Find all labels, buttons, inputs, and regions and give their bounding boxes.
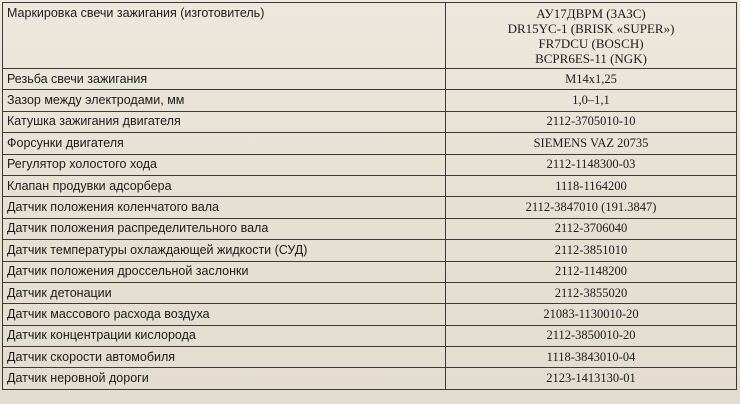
header-values-cell: [446, 3, 737, 69]
row-value-cell: 1118-1164200: [446, 175, 737, 196]
row-name-cell: Форсунки двигателя: [3, 133, 446, 154]
row-name-cell: Датчик детонации: [3, 282, 446, 303]
row-value-cell: 1118-3843010-04: [446, 347, 737, 368]
row-name-cell: Датчик неровной дороги: [3, 368, 446, 389]
plug-marking-2: DR15YC-1 (BRISK «SUPER»): [507, 21, 675, 36]
table-row: [3, 69, 737, 90]
table-row: [3, 154, 737, 175]
row-value-cell: 2112-3847010 (191.3847): [446, 197, 737, 218]
row-name-cell: Датчик концентрации кислорода: [3, 325, 446, 346]
spark-plug-spec-table: [2, 2, 737, 390]
table-row: [3, 111, 737, 132]
table-row: [3, 133, 737, 154]
table-header-row: [3, 3, 737, 69]
row-value-cell: 2112-3855020: [446, 282, 737, 303]
row-value-cell: 2112-3850010-20: [446, 325, 737, 346]
row-name-cell: Датчик положения распределительного вала: [3, 218, 446, 239]
header-label-cell: Маркировка свечи зажигания (изготовитель): [3, 3, 446, 69]
row-value-cell: М14х1,25: [446, 69, 737, 90]
row-value-cell: 2112-1148300-03: [446, 154, 737, 175]
row-value-cell: SIEMENS VAZ 20735: [446, 133, 737, 154]
row-name-cell: Датчик скорости автомобиля: [3, 347, 446, 368]
table-row: [3, 90, 737, 111]
table-row: [3, 175, 737, 196]
table-row: [3, 368, 737, 389]
plug-marking-1: АУ17ДВРМ (ЗАЗС): [536, 6, 646, 21]
plug-marking-3: FR7DCU (BOSCH): [538, 36, 644, 51]
row-value-cell: 2112-3706040: [446, 218, 737, 239]
table-row: [3, 347, 737, 368]
row-name-cell: Катушка зажигания двигателя: [3, 111, 446, 132]
row-name-cell: Датчик положения коленчатого вала: [3, 197, 446, 218]
table-row: [3, 325, 737, 346]
row-name-cell: Клапан продувки адсорбера: [3, 175, 446, 196]
row-value-cell: 21083-1130010-20: [446, 304, 737, 325]
row-name-cell: Регулятор холостого хода: [3, 154, 446, 175]
row-value-cell: 2112-1148200: [446, 261, 737, 282]
table-row: [3, 282, 737, 303]
row-name-cell: Зазор между электродами, мм: [3, 90, 446, 111]
table-row: [3, 240, 737, 261]
plug-marking-4: BCPR6ES-11 (NGK): [535, 51, 647, 66]
row-value-cell: 1,0–1,1: [446, 90, 737, 111]
table-row: [3, 197, 737, 218]
row-value-cell: 2123-1413130-01: [446, 368, 737, 389]
table-row: [3, 304, 737, 325]
row-name-cell: Датчик температуры охлаждающей жидкости (СУД): [3, 240, 446, 261]
row-value-cell: 2112-3705010-10: [446, 111, 737, 132]
table-row: [3, 261, 737, 282]
row-name-cell: Датчик массового расхода воздуха: [3, 304, 446, 325]
table-row: [3, 218, 737, 239]
row-name-cell: Датчик положения дроссельной заслонки: [3, 261, 446, 282]
row-value-cell: 2112-3851010: [446, 240, 737, 261]
row-name-cell: Резьба свечи зажигания: [3, 69, 446, 90]
